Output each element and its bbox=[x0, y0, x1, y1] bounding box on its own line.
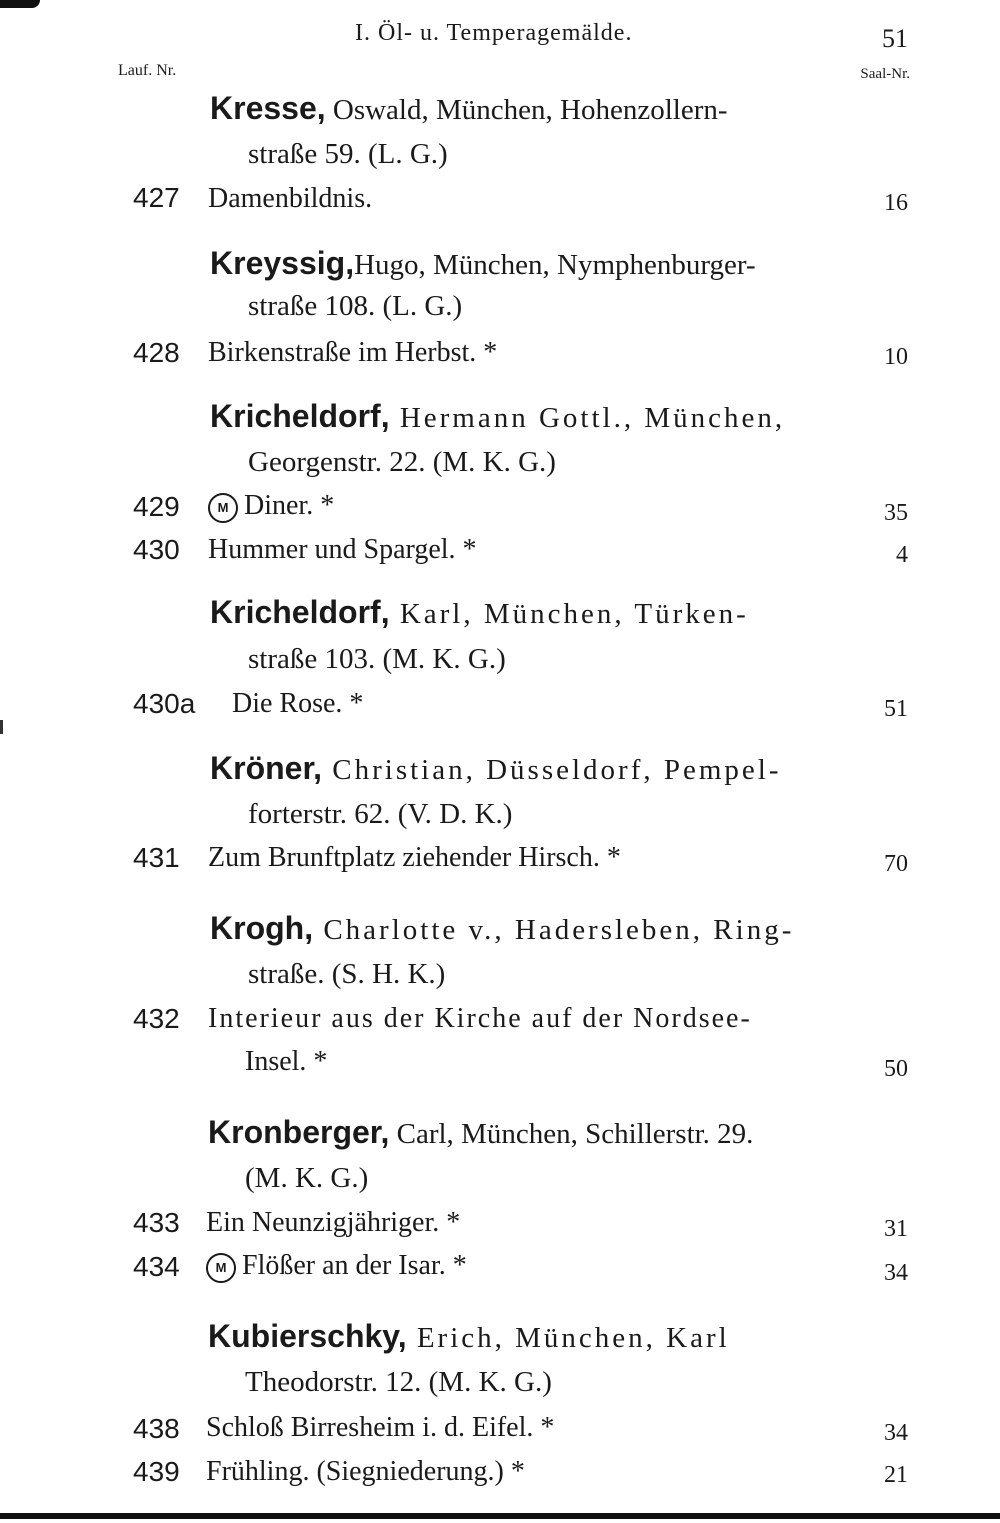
monogram-stamp-icon: M bbox=[206, 1253, 236, 1283]
artist-address-cont: (M. K. G.) bbox=[245, 1162, 369, 1194]
artist-address-cont: straße 108. (L. G.) bbox=[248, 290, 463, 322]
work-title: Schloß Birresheim i. d. Eifel. * bbox=[206, 1412, 555, 1443]
room-number: 16 bbox=[884, 190, 908, 216]
catalog-number: 427 bbox=[133, 182, 180, 213]
work-title: Zum Brunftplatz ziehender Hirsch. * bbox=[208, 842, 621, 873]
work-title: Flößer an der Isar. * bbox=[242, 1250, 467, 1281]
work-title: Diner. * bbox=[244, 490, 335, 521]
artist-heading bbox=[210, 594, 749, 631]
artist-name: Krogh, bbox=[210, 910, 314, 946]
work-title: Interieur aus der Kirche auf der Nordsee- bbox=[208, 1003, 752, 1034]
artist-address-cont: forterstr. 62. (V. D. K.) bbox=[248, 798, 513, 830]
margin-mark bbox=[0, 720, 3, 734]
page-number: 51 bbox=[882, 24, 908, 53]
artist-address-cont: Theodorstr. 12. (M. K. G.) bbox=[245, 1366, 552, 1398]
artist-address: Karl, München, Türken- bbox=[389, 598, 749, 630]
artist-heading bbox=[208, 1318, 730, 1355]
artist-name: Kronberger, bbox=[208, 1114, 390, 1150]
catalog-number: 430 bbox=[133, 534, 180, 565]
artist-name: Kreyssig, bbox=[210, 245, 355, 281]
artist-heading bbox=[210, 90, 728, 127]
artist-address: Christian, Düsseldorf, Pempel- bbox=[322, 754, 782, 786]
artist-address-cont: straße 103. (M. K. G.) bbox=[248, 643, 506, 675]
artist-name: Kricheldorf, bbox=[210, 594, 390, 630]
artist-heading bbox=[210, 398, 785, 435]
work-title-cont: Insel. * bbox=[245, 1046, 328, 1077]
catalog-number: 429 bbox=[133, 491, 180, 522]
artist-heading bbox=[210, 750, 782, 787]
work-title: Die Rose. * bbox=[232, 688, 364, 719]
catalog-number: 430a bbox=[133, 688, 196, 719]
room-number: 70 bbox=[884, 851, 908, 877]
artist-heading bbox=[210, 245, 756, 282]
room-number: 34 bbox=[884, 1260, 908, 1286]
room-number: 35 bbox=[884, 500, 908, 526]
work-title: Frühling. (Siegniederung.) * bbox=[206, 1456, 525, 1487]
work-title: Ein Neunzigjähriger. * bbox=[206, 1207, 461, 1238]
work-title-row bbox=[208, 490, 334, 523]
room-number: 21 bbox=[884, 1462, 908, 1488]
catalog-number: 434 bbox=[133, 1251, 180, 1282]
artist-heading bbox=[208, 1114, 753, 1151]
artist-address: Hugo, München, Nymphenburger- bbox=[354, 249, 756, 281]
column-label-lauf-nr: Lauf. Nr. bbox=[118, 62, 177, 79]
work-title-row bbox=[206, 1250, 467, 1283]
artist-address-cont: straße 59. (L. G.) bbox=[248, 138, 448, 170]
artist-heading bbox=[210, 910, 794, 947]
room-number: 31 bbox=[884, 1216, 908, 1242]
work-title: Damenbildnis. bbox=[208, 183, 373, 214]
room-number: 34 bbox=[884, 1420, 908, 1446]
artist-address: Charlotte v., Hadersleben, Ring- bbox=[313, 914, 795, 946]
catalog-number: 432 bbox=[133, 1003, 180, 1034]
catalog-number: 431 bbox=[133, 842, 180, 873]
monogram-stamp-icon: M bbox=[208, 493, 238, 523]
artist-address-cont: Georgenstr. 22. (M. K. G.) bbox=[248, 446, 556, 478]
artist-address-cont: straße. (S. H. K.) bbox=[248, 958, 446, 990]
room-number: 51 bbox=[884, 696, 908, 722]
artist-address: Erich, München, Karl bbox=[406, 1322, 730, 1354]
artist-name: Kricheldorf, bbox=[210, 398, 390, 434]
artist-address: Carl, München, Schillerstr. 29. bbox=[389, 1118, 754, 1150]
artist-name: Kubierschky, bbox=[208, 1318, 407, 1354]
catalog-number: 439 bbox=[133, 1456, 180, 1487]
artist-address: Hermann Gottl., München, bbox=[389, 402, 786, 434]
column-label-saal-nr: Saal-Nr. bbox=[860, 66, 910, 82]
corner-mark bbox=[0, 0, 40, 8]
artist-name: Kröner, bbox=[210, 750, 323, 786]
catalog-number: 438 bbox=[133, 1413, 180, 1444]
artist-address: Oswald, München, Hohenzollern- bbox=[325, 94, 728, 126]
work-title: Birkenstraße im Herbst. * bbox=[208, 337, 498, 368]
room-number: 50 bbox=[884, 1056, 908, 1082]
bottom-rule bbox=[0, 1513, 1000, 1519]
room-number: 10 bbox=[884, 344, 908, 370]
work-title: Hummer und Spargel. * bbox=[208, 534, 477, 565]
catalog-number: 428 bbox=[133, 337, 180, 368]
catalog-number: 433 bbox=[133, 1207, 180, 1238]
artist-name: Kresse, bbox=[210, 90, 326, 126]
running-header: I. Öl- u. Temperagemälde. bbox=[355, 20, 633, 46]
room-number: 4 bbox=[896, 542, 908, 568]
